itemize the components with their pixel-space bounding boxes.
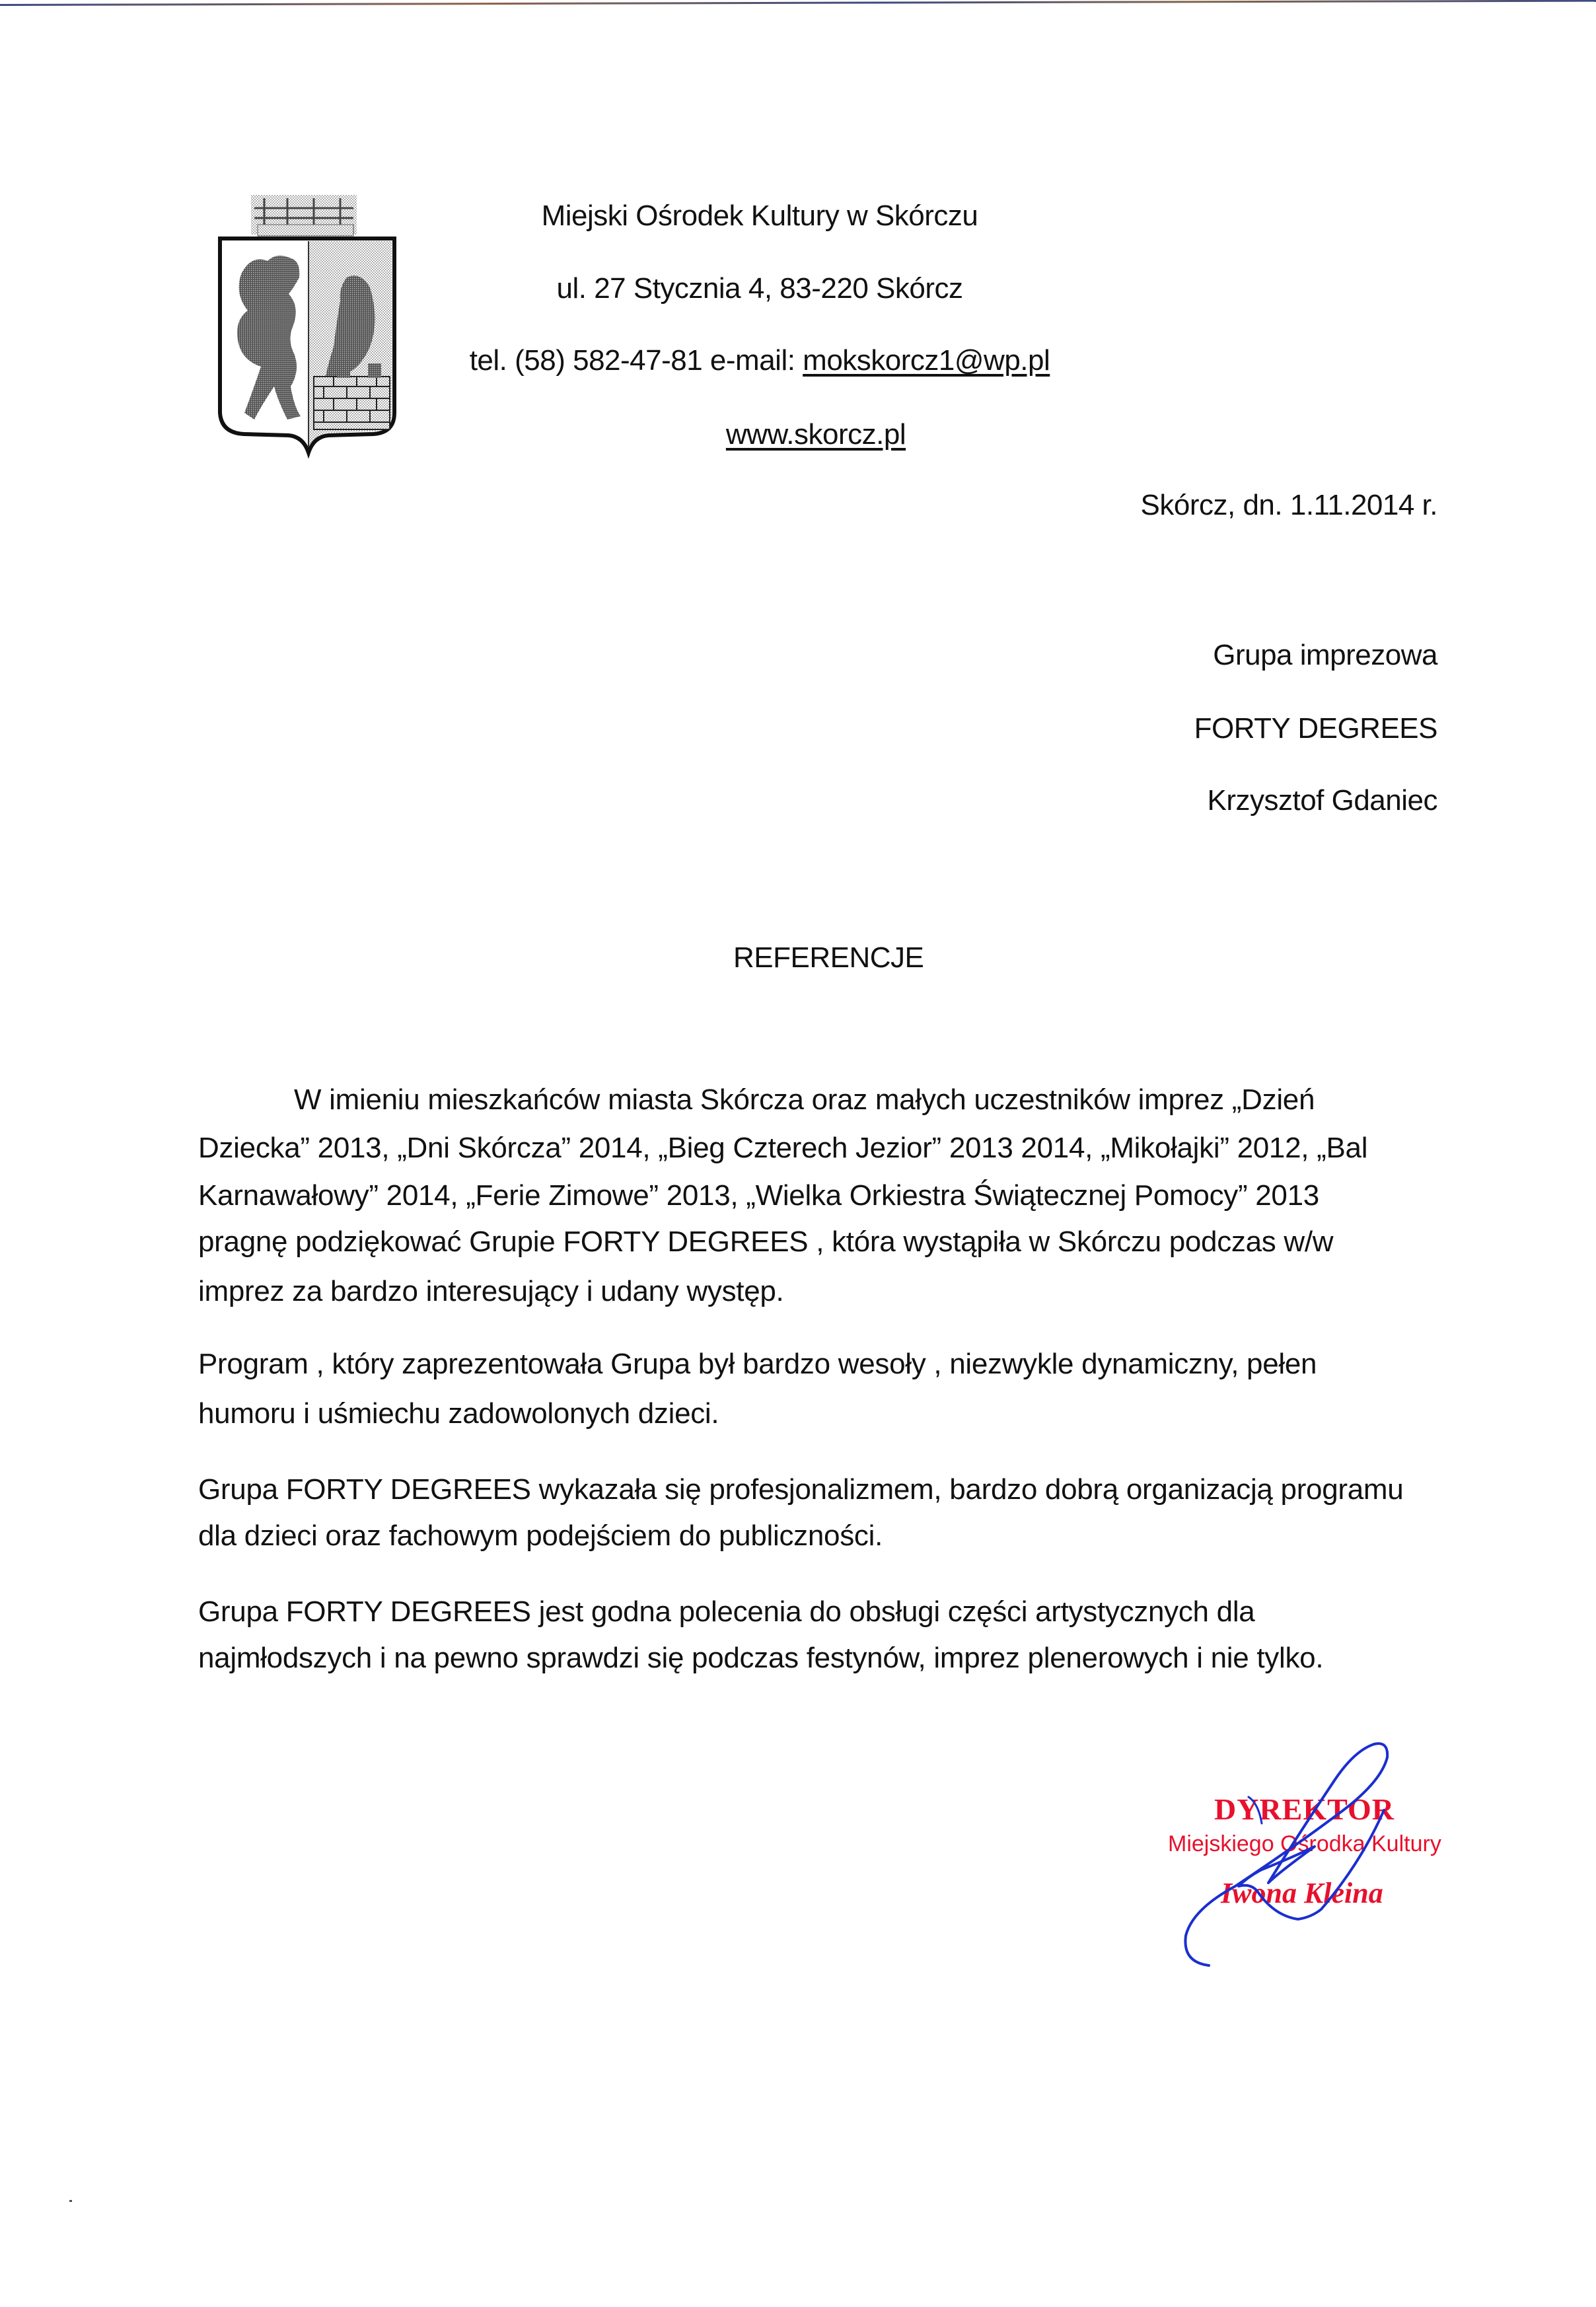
stamp-name: Iwona Kleina [1221, 1877, 1383, 1909]
stamp-organization: Miejskiego Ośrodka Kultury [1168, 1831, 1441, 1856]
handwritten-signature-icon [1163, 1731, 1467, 1982]
recipient-line-1: Grupa imprezowa [1213, 639, 1437, 671]
recipient-line-2: FORTY DEGREES [1194, 712, 1437, 745]
body-line: Dziecka” 2013, „Dni Skórcza” 2014, „Bieg Czterech Jezior” 2013 2014, „Mikołajki” 2012, „Bal [198, 1132, 1368, 1164]
scan-edge-line [0, 0, 1596, 6]
body-line: humoru i uśmiechu zadowolonych dzieci. [198, 1397, 719, 1430]
body-line: Program , który zaprezentowała Grupa był bardzo wesoły , niezwykle dynamiczny, pełen [198, 1348, 1317, 1380]
body-line: Grupa FORTY DEGREES wykazała się profesjonalizmem, bardzo dobrą organizacją programu [198, 1473, 1404, 1506]
recipient-line-3: Krzysztof Gdaniec [1207, 784, 1437, 817]
body-line: najmłodszych i na pewno sprawdzi się podczas festynów, imprez plenerowych i nie tylko. [198, 1642, 1324, 1674]
body-line: Karnawałowy” 2014, „Ferie Zimowe” 2013, „Wielka Orkiestra Świątecznej Pomocy” 2013 [198, 1179, 1319, 1212]
body-line: Grupa FORTY DEGREES jest godna polecenia do obsługi części artystycznych dla [198, 1595, 1255, 1628]
body-line: imprez za bardzo interesujący i udany występ. [198, 1275, 784, 1307]
body-line: pragnę podziękować Grupie FORTY DEGREES , która wystąpiła w Skórczu podczas w/w [198, 1226, 1334, 1258]
email-link[interactable]: mokskorcz1@wp.pl [803, 344, 1050, 377]
stamp-title: DYREKTOR [1214, 1792, 1395, 1826]
website-link-row [462, 420, 1169, 449]
body-line: dla dzieci oraz fachowym podejściem do publiczności. [198, 1520, 883, 1552]
body-line: W imieniu mieszkańców miasta Skórcza oraz małych uczestników imprez „Dzień [294, 1083, 1315, 1116]
website-link[interactable]: www.skorcz.pl [725, 418, 906, 451]
date-line: Skórcz, dn. 1.11.2014 r. [1140, 489, 1437, 521]
scan-speck [69, 2200, 72, 2202]
organization-name: Miejski Ośrodek Kultury w Skórczu [541, 200, 978, 232]
phone-text: tel. (58) 582-47-81 e-mail: [469, 344, 803, 377]
coat-of-arms-icon [215, 188, 403, 459]
document-title: REFERENCJE [733, 941, 924, 974]
contact-line [462, 346, 1057, 375]
organization-address: ul. 27 Stycznia 4, 83-220 Skórcz [556, 272, 963, 305]
